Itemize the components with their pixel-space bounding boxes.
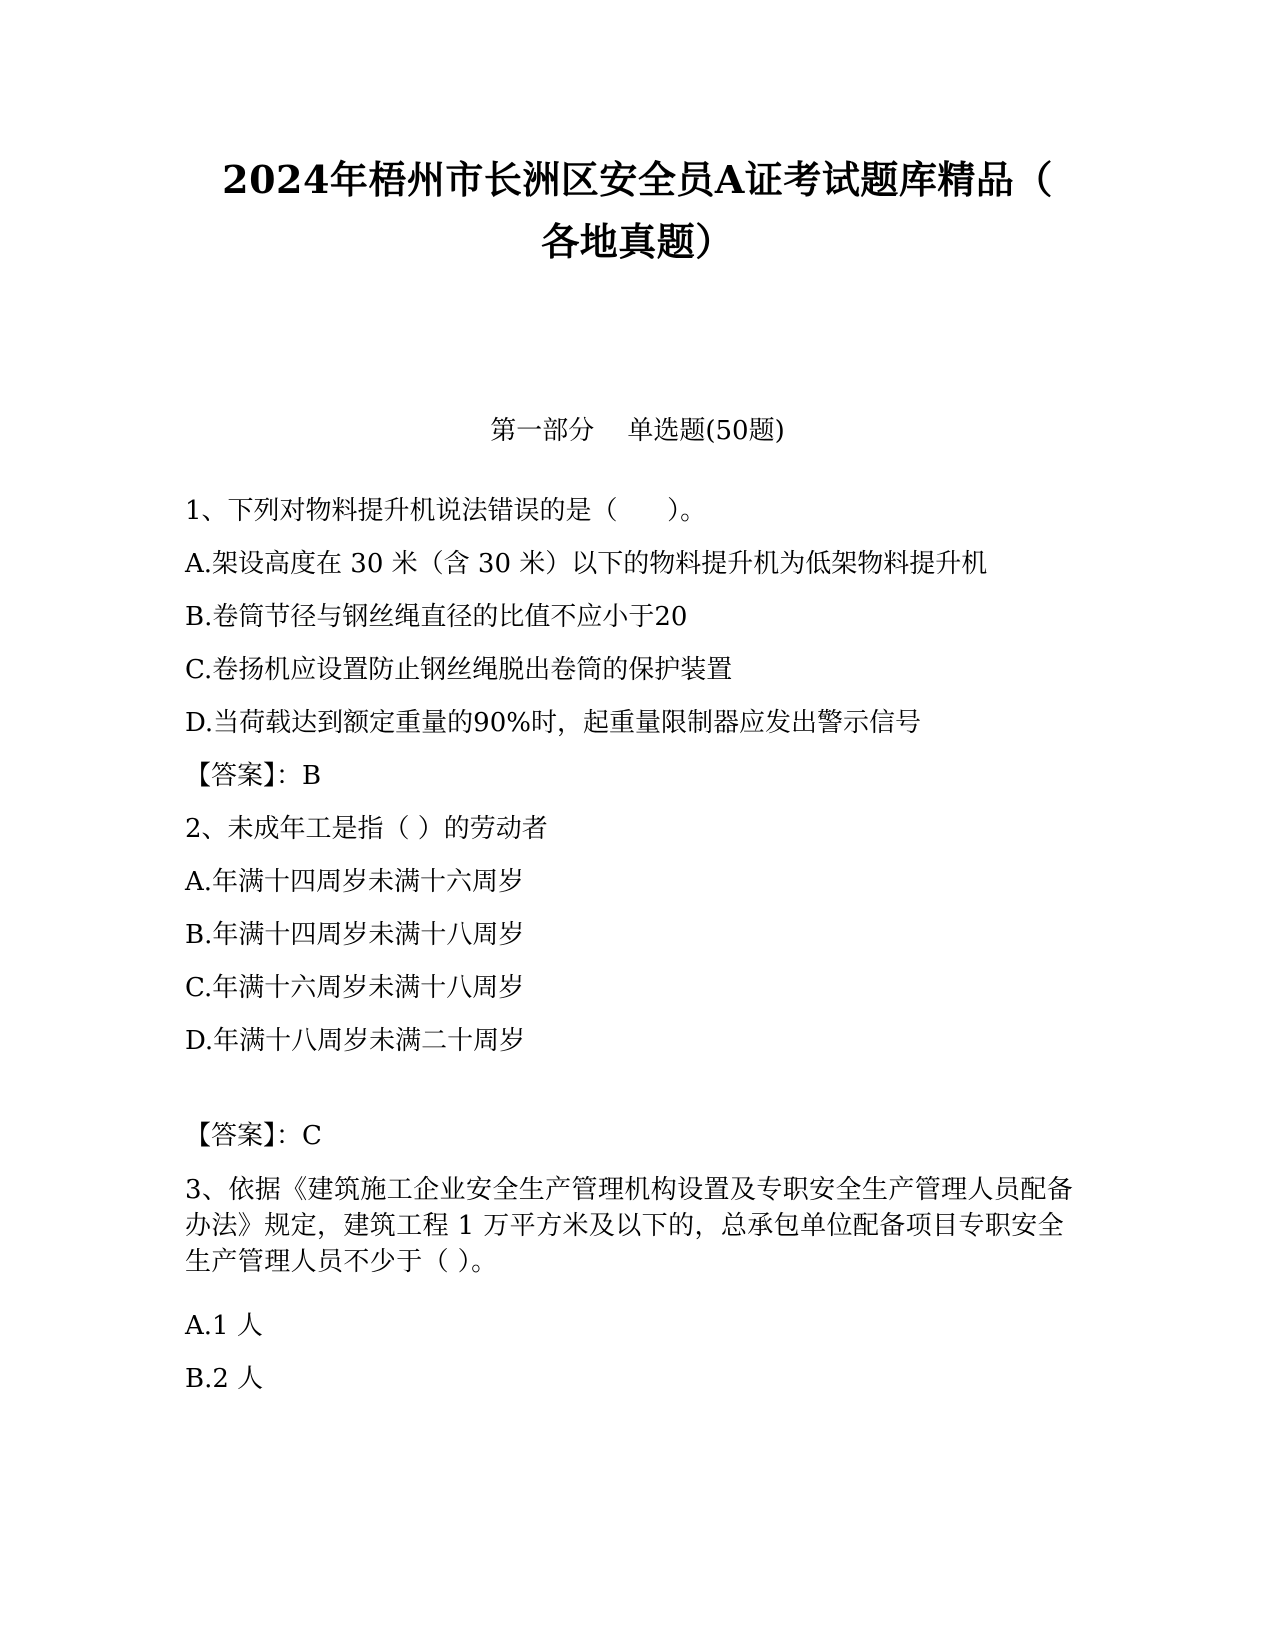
question-1-option-d: D.当荷载达到额定重量的90%时，起重量限制器应发出警示信号 <box>185 708 921 738</box>
question-2-option-c: C.年满十六周岁未满十八周岁 <box>185 973 525 1003</box>
question-1-option-c: C.卷扬机应设置防止钢丝绳脱出卷筒的保护装置 <box>185 655 733 685</box>
question-2-text: 2、未成年工是指（ ）的劳动者 <box>185 814 548 844</box>
question-3-option-a: A.1 人 <box>185 1311 263 1341</box>
question-2-option-a: A.年满十四周岁未满十六周岁 <box>185 867 525 897</box>
question-1-text: 1、下列对物料提升机说法错误的是（ ）。 <box>185 496 707 526</box>
document-title-line-2: 各地真题） <box>541 219 734 264</box>
question-1-option-a: A.架设高度在 30 米（含 30 米）以下的物料提升机为低架物料提升机 <box>185 549 988 579</box>
question-2-answer: 【答案】：C <box>185 1121 322 1151</box>
question-2-option-b: B.年满十四周岁未满十八周岁 <box>185 920 525 950</box>
section-heading: 第一部分 单选题(50题) <box>490 416 785 446</box>
question-1-answer: 【答案】：B <box>185 761 322 791</box>
question-3-text: 3、依据《建筑施工企业安全生产管理机构设置及专职安全生产管理人员配备办法》规定，建筑工程 1 万平方米及以下的，总承包单位配备项目专职安全生产管理人员不少于（ ）。 <box>185 1175 1074 1277</box>
question-3-option-b: B.2 人 <box>185 1364 264 1394</box>
question-1-option-b: B.卷筒节径与钢丝绳直径的比值不应小于20 <box>185 602 688 632</box>
document-title-line-1: 2024年梧州市长洲区安全员A证考试题库精品（ <box>222 157 1053 202</box>
question-2-option-d: D.年满十八周岁未满二十周岁 <box>185 1026 526 1056</box>
